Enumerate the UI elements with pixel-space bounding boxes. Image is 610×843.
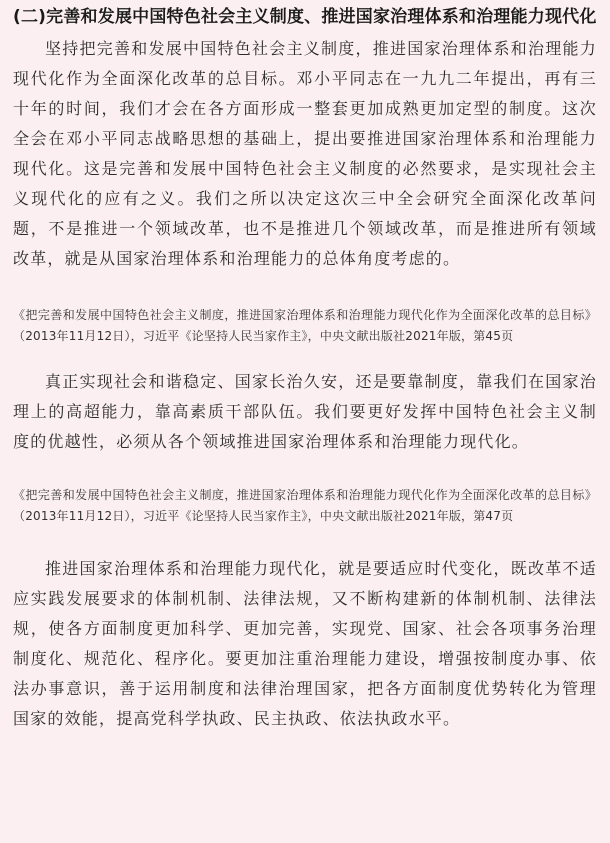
body-paragraph-3: 推进国家治理体系和治理能力现代化，就是要适应时代变化，既改革不适应实践发展要求的体制机制、法律法规，又不断构建新的体制机制、法律法规，使各方面制度更加科学、更加完善，实现党、国家、社会各项事务治理制度化、规范化、程序化。要更加注重治理能力建设，增强按制度办事、依法办事意识，善于运用制度和法律治理国家，把各方面制度优势转化为管理国家的效能，提高党科学执政、民主执政、依法执政水平。 xyxy=(13,559,597,728)
section-heading: (二)完善和发展中国特色社会主义制度、推进国家治理体系和治理能力现代化 xyxy=(13,7,597,27)
source-citation-2: 《把完善和发展中国特色社会主义制度，推进国家治理体系和治理能力现代化作为全面深化改革的总目标》（2013年11月12日），习近平《论坚持人民当家作主》，中央文献出版社2021年版，第47页 xyxy=(13,488,597,523)
body-paragraph-2: 真正实现社会和谐稳定、国家长治久安，还是要靠制度，靠我们在国家治理上的高超能力，靠高素质干部队伍。我们要更好发挥中国特色社会主义制度的优越性，必须从各个领域推进国家治理体系和治理能力现代化。 xyxy=(13,372,597,451)
body-paragraph-1: 坚持把完善和发展中国特色社会主义制度，推进国家治理体系和治理能力现代化作为全面深化改革的总目标。邓小平同志在一九九二年提出，再有三十年的时间，我们才会在各方面形成一整套更加成熟更加定型的制度。这次全会在邓小平同志战略思想的基础上，提出要推进国家治理体系和治理能力现代化。这是完善和发展中国特色社会主义制度的必然要求，是实现社会主义现代化的应有之义。我们之所以决定这次三中全会研究全面深化改革问题，不是推进一个领域改革，也不是推进几个领域改革，而是推进所有领域改革，就是从国家治理体系和治理能力的总体角度考虑的。 xyxy=(13,39,597,268)
source-citation-1: 《把完善和发展中国特色社会主义制度，推进国家治理体系和治理能力现代化作为全面深化改革的总目标》（2013年11月12日），习近平《论坚持人民当家作主》，中央文献出版社2021年版，第45页 xyxy=(13,308,597,343)
